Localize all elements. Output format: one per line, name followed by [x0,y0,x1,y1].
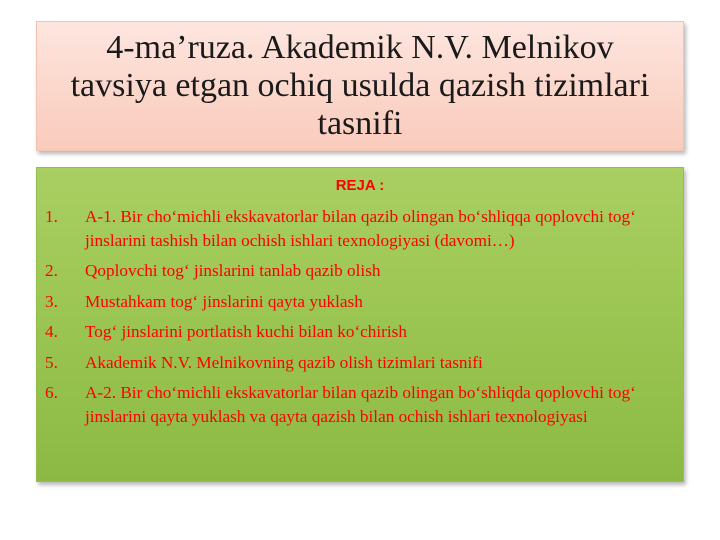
plan-item-text: Qoplovchi tog‘ jinslarini tanlab qazib olish [85,261,381,280]
plan-item [45,259,645,283]
plan-item-text: Akademik N.V. Melnikovning qazib olish tizimlari tasnifi [85,352,483,372]
plan-item-number: 5. [45,352,58,372]
plan-item-number: 6. [45,383,58,402]
plan-item [45,381,645,428]
plan-box [36,167,684,482]
plan-heading: REJA : [335,177,385,194]
plan-item-text: A-2. Bir cho‘michli ekskavatorlar bilan qazib olingan bo‘shliqda qoplovchi tog‘ jinslarini qayta yuklash va qayta qazish bilan ochish ishlari texnologiyasi [85,383,636,426]
plan-item-text: Tog‘ jinslarini portlatish kuchi bilan ko‘chirish [85,322,407,341]
title-box [36,21,684,151]
plan-item-number: 3. [45,291,58,311]
plan-item-number: 2. [45,261,58,280]
plan-item [45,320,645,344]
plan-item-text: Mustahkam tog‘ jinslarini qayta yuklash [85,291,363,311]
plan-item [45,290,645,314]
plan-item [45,351,645,375]
plan-item-number: 1. [45,207,58,226]
plan-item-text: A-1. Bir cho‘michli ekskavatorlar bilan qazib olingan bo‘shliqqa qoplovchi tog‘ jinslarini tashish bilan ochish ishlari texnologiyasi (davomi…) [85,207,636,250]
plan-item [45,205,645,252]
plan-list [45,205,645,435]
plan-item-number: 4. [45,322,58,341]
slide-title: 4-ma’ruza. Akademik N.V. Melnikov tavsiya etgan ochiq usulda qazish tizimlari tasnifi [70,29,650,142]
